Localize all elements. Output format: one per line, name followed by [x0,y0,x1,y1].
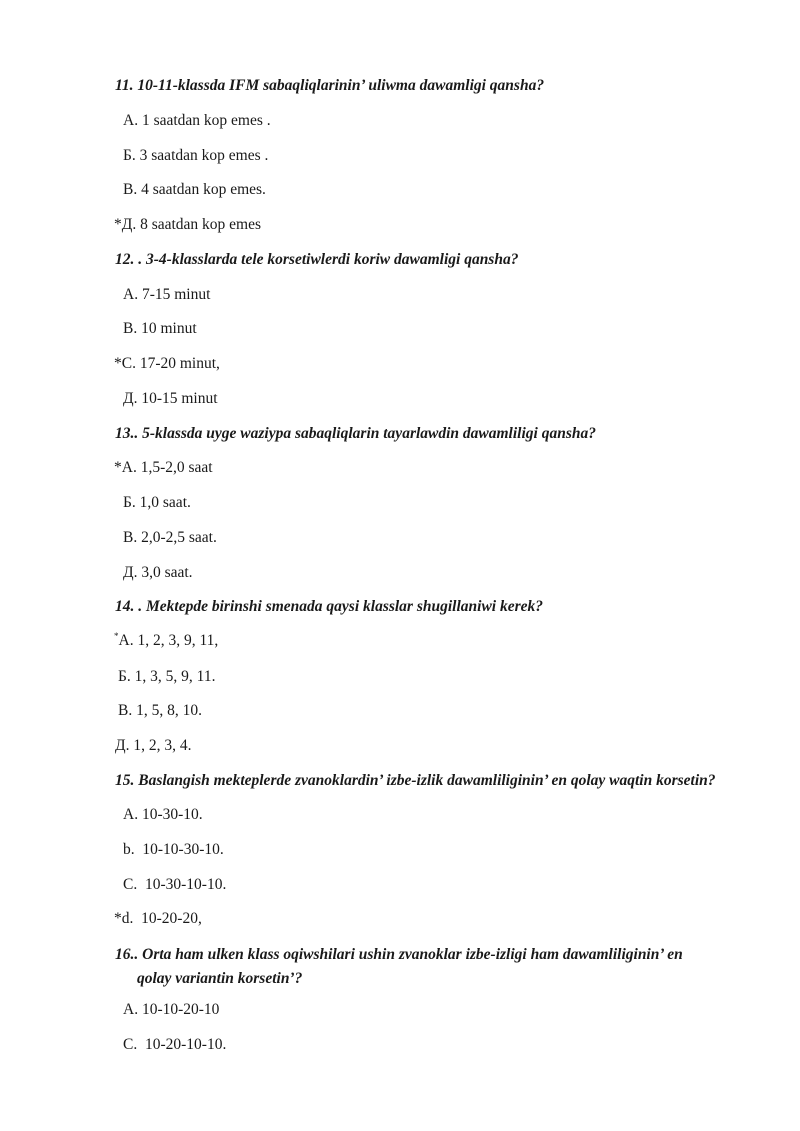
option-16-a: A. 10-10-20-10 [123,1001,220,1018]
option-15-d: *d. 10-20-20, [114,910,202,927]
question-16-line1: 16.. Orta ham ulken klass oqiwshilari ushin zvanoklar izbe-izligi ham dawamliliginin’ en [115,946,683,963]
option-12-b: B. 10 minut [123,320,197,337]
option-11-b: Б. 3 saatdan kop emes . [123,147,269,164]
question-15: 15. Baslangish mekteplerde zvanoklardin’ izbe-izlik dawamliliginin’ en qolay waqtin korsetin? [115,772,716,789]
question-13: 13.. 5-klassda uyge waziypa sabaqliqlarin tayarlawdin dawamliligi qansha? [115,425,596,442]
option-14-d: Д. 1, 2, 3, 4. [115,737,192,754]
option-11-c: В. 4 saatdan kop emes. [123,181,266,198]
option-15-b: b. 10-10-30-10. [123,841,224,858]
question-16-line2: qolay variantin korsetin’? [137,970,303,987]
option-14-a [114,631,218,651]
option-13-a: *A. 1,5-2,0 saat [114,459,213,476]
option-11-a: A. 1 saatdan kop emes . [123,112,271,129]
option-13-b: Б. 1,0 saat. [123,494,191,511]
question-12: 12. . 3-4-klasslarda tele korsetiwlerdi koriw dawamligi qansha? [115,251,519,268]
option-12-a: A. 7-15 minut [123,286,211,303]
option-14-b: Б. 1, 3, 5, 9, 11. [118,668,216,685]
answer-marker: * [114,630,119,641]
option-16-c: C. 10-20-10-10. [123,1036,227,1053]
option-14-c: В. 1, 5, 8, 10. [118,702,202,719]
option-15-c: C. 10-30-10-10. [123,876,227,893]
question-11: 11. 10-11-klassda IFM sabaqliqlarinin’ uliwma dawamligi qansha? [115,77,545,94]
question-14: 14. . Mektepde birinshi smenada qaysi klasslar shugillaniwi kerek? [115,598,544,615]
option-14-a-text: A. 1, 2, 3, 9, 11, [118,632,219,649]
option-15-a: A. 10-30-10. [123,806,203,823]
option-13-d: Д. 3,0 saat. [123,564,193,581]
option-12-c: *C. 17-20 minut, [114,355,220,372]
option-13-c: В. 2,0-2,5 saat. [123,529,217,546]
question-16 [115,943,743,991]
option-11-d: *Д. 8 saatdan kop emes [114,216,262,233]
option-12-d: Д. 10-15 minut [123,390,218,407]
